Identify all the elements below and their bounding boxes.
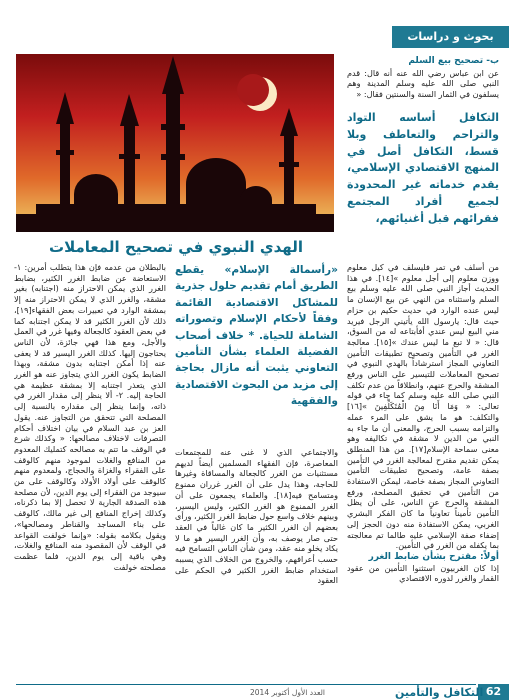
pull-quote-takaful: التكافل أساسه التواد والتراحم والتعاطف وبلا قسط، التكافل أصل في المنهج الاقتصادي الإسلامي، يقدم خدماته غير المحدودة لجميع أفراد المجتمع فقرائهم قبل أغنيائهم،	[347, 111, 499, 225]
section-label: بحوث و دراسات	[407, 30, 494, 43]
article-title: الهدي النبوي في تصحيح المعاملات	[49, 238, 303, 256]
intro-block	[347, 56, 499, 101]
magazine-name: التكافل والتأمين	[395, 686, 484, 699]
subheading-salam-sale: ب- تصحيح بيع السلم	[408, 56, 499, 66]
column-right	[347, 262, 499, 687]
column-right-tail: إذا كان الغربيون استثنوا التأمين من عقود القمار والغرر لدوره الاقتصادي	[347, 562, 499, 584]
mosque-silhouette-photo	[16, 54, 334, 232]
column-right-text: من أسلف في تمر فليسلف في كيل معلوم ووزن معلوم إلى أجل معلوم »[١٤]. في هذا الحديث أجاز النبي صلى الله عليه وسلم بيع السلم واستثناه من النهي عن بيع الإنسان ما ليس عنده الوارد في حديث حكيم بن حزام حيث قال: يارسول الله يأتيني الرجل فيريد مني البيع ليس عندي أفأبتاعه له من السوق، قال: « لا تبع ما ليس عندك »[١٥]. معالجة الغرر في التأمين وتصحيح تطبيقات التأمين التعاوني المجاز استرشاداً بالهدي النبوي في تصحيح المعاملات للتيسير على الناس ورفع المشقة والحرج عنهم، وانطلاقاً من عدم تكلف النبي صلى الله عليه وسلم كما جاء في قوله تعالى: « وَمَا أَنَا مِنَ الْمُتَكَلِّفِينَ »[١٦] والتكلف: هو ما يشق على المرء عمله والتزامه بسبب الحرج، والمعنى أن ما جاء به النبي من الدين لا مشقة في تكاليفه وهو معنى سماحة الإسلام[١٧]. من هذا المنطلق يمكن تقديم مقترح لمعالجة الغرر في التأمين بصفة عامة، وتصحيح تطبيقات التأمين التعاوني المجاز بصفة خاصة، ليمكن الاستفادة من التأمين في تحقيق المصلحة، ورفع المشقة والحرج عن الناس، على أن يظل التأمين تأميناً تعاونياً ما كان الفكر البشري الغربي، يمكن الاستفادة منه دون الحجز إلى إضفاء صفة الإسلامي عليه طالما تم معالجته بما يكفله من الغرر في التأمين.	[347, 262, 499, 551]
pull-quote-capitalism: «رأسمالة الإسلام» يقطع الطريق أمام تقديم حلول جذرية للمشاكل الاقتصادية القائمة وفقاً لأحكام الإسلام وتصوراته الشاملة للحياة. * خلاف أصحاب الفضيلة العلماء بشأن التأمين التعاوني يثبت أنه مازال بحاجة إلى مزيد من البحوث الاقتصادية والفقهية	[175, 264, 338, 408]
column-left	[14, 262, 166, 687]
mosque-photo-graphic	[16, 54, 334, 232]
intro-paragraph: عن ابن عباس رضي الله عنه أنه قال: قدم النبي صلى الله عليه وسلم المدينة وهم يسلفون في الثمار السنة والسنتين فقال: «	[347, 67, 499, 100]
heading-gharar-proposal: أولاً: مقترح بشأن ضابط الغرر	[368, 551, 499, 562]
column-left-text: بالبطلان من عدمه فإن هذا يتطلب أمرين: ١- الاستعاضة عن ضابط الغرر الكثير، بضابط الغرر الذي يمكن الاحتراز منه (اجتنابه) بغير مشقة، والغرر الذي لا يمكن الاحتراز منه إلا بمشقة الوارد في تعبيرات بعض الفقهاء[١٩]، ذلك لأن الغرر الكثير قد لا يمكن اجتنابه كما في بعض العقود كالجعالة وفيها غرر في العمل والأجل، ومع هذا فهي جائزة، لأن الناس يحتاجون إليها. كذلك الغرر اليسير قد لا يعفى عنه إذا أمكن اجتنابه بدون مشقة، وبهذا الضابط يكون الغرر الذي يتجاوز عنه هو الغرر الذي يتعذر اجتنابه إلا بمشقة عظيمة هي الحاجة إليه. ٢- ألا ينظر إلى مقدار الغرر في ذاته، وإنما ينظر إلى مقداره بالنسبة إلى المصلحة التي تتحقق من التجاوز عنه. يقول العز بن عبد السلام في بيان اختلاف أحكام التصرفات لاختلاف مصالحها: « وكذلك شرع في الوقف ما تتم به مصالحه كتمليك المعدوم من المنافع والغلات لموجود منهم كالوقف على الفقراء والغزاة والحجاج، ولمعدوم منهم كالوقف على أولاد الأولاد وكالوقف على من سيوجد من الفقراء إلى يوم الدين، لأن مصلحة هذه الصدقة الجارية لا تحصل إلا بما ذكرناه، وكذلك إخراج المنافع إلى غير مالك، كالوقف على بناء المساجد والقناطر ومصالحها»، ويقول بكلامه بقوله: «وإنما خولفت القواعد في الوقف لأن المقصود منه المنافع والغلات، وهي باقية إلى يوم الدين، فلما عظمت مصلحته خولفت	[14, 262, 166, 572]
footer-divider	[16, 684, 476, 685]
column-middle-text: والاجتماعي الذي لا غنى عنه للمجتمعات المعاصرة، فإن الفقهاء المسلمين أيضاً لديهم مستثنيات من الغرر كالجعالة والمساقاة وغيرها للحاجة، وهذا يدل على أن الغرر غرران ممنوع ومتسامح فيه[١٨]. والعلماء يجمعون على أن الغرر الممنوع هو الغرر الكثير، وليس اليسير، وبينهم خلاف واسع حول ضابط الغرر الكثير، ورأى بعضهم أن الغرر الكثير ما كان غالباً في العقد حتى صار يوصف به، وأن الغرر اليسير هو ما لا يكاد يخلو منه عقد، ومن شأن الناس التسامح فيه حسب أعرافهم، والخروج من الخلاف الذي يسببه استخدام ضابط الغرر الكثير في الحكم على العقود	[175, 447, 338, 586]
section-header-band	[392, 26, 509, 48]
issue-info: العدد الأول أكتوبر 2014	[250, 688, 325, 697]
column-middle	[175, 447, 338, 687]
page-number: 62	[478, 684, 509, 700]
